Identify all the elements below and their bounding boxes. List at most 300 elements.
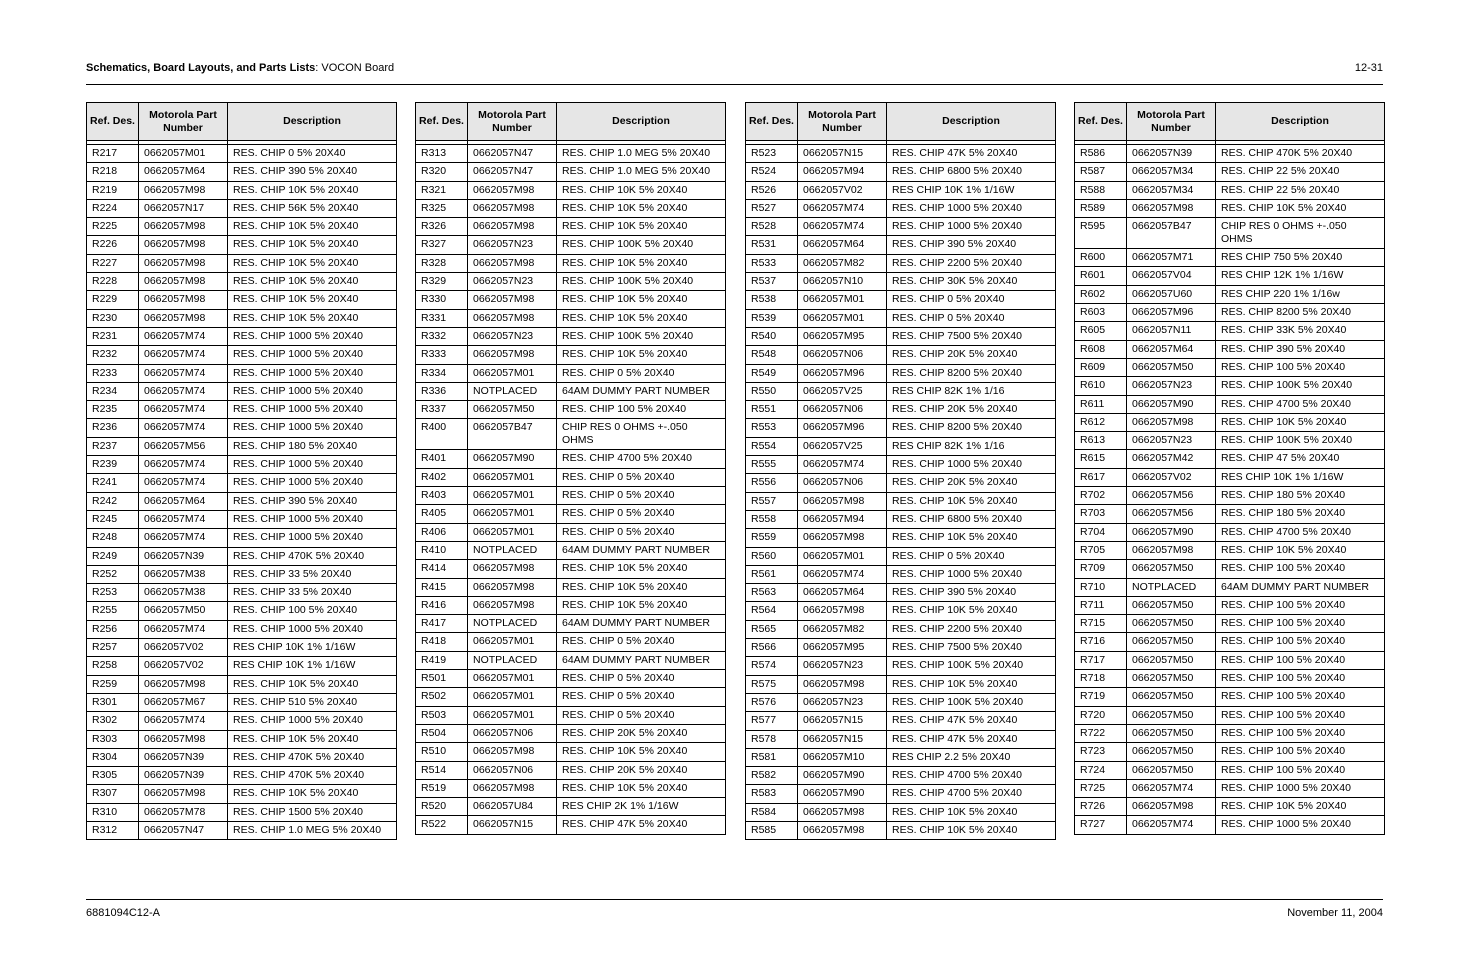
ref-des-cell: R715	[1075, 615, 1127, 633]
part-number-cell: 0662057M01	[468, 523, 557, 541]
part-number-cell: 0662057M98	[139, 730, 228, 748]
table-row	[87, 675, 397, 693]
ref-des-cell: R227	[87, 254, 139, 272]
ref-des-cell: R612	[1075, 413, 1127, 431]
column-header-part-number: Motorola Part Number	[139, 103, 228, 141]
ref-des-cell: R600	[1075, 249, 1127, 267]
part-number-cell: 0662057N39	[139, 547, 228, 565]
description-cell: RES. CHIP 0 5% 20X40	[228, 145, 397, 163]
description-cell: RES. CHIP 10K 5% 20X40	[557, 291, 726, 309]
description-cell: RES. CHIP 10K 5% 20X40	[1216, 541, 1385, 559]
part-number-cell: 0662057N17	[139, 199, 228, 217]
part-number-cell: 0662057M82	[798, 254, 887, 272]
part-number-cell: 0662057N15	[798, 712, 887, 730]
description-cell: RES. CHIP 100 5% 20X40	[557, 401, 726, 419]
ref-des-cell: R725	[1075, 779, 1127, 797]
table-row	[87, 767, 397, 785]
part-number-cell: 0662057B47	[1127, 218, 1216, 249]
table-row	[1075, 218, 1385, 249]
table-row	[87, 602, 397, 620]
description-cell: RES. CHIP 20K 5% 20X40	[887, 401, 1056, 419]
description-cell: RES CHIP 82K 1% 1/16	[887, 437, 1056, 455]
ref-des-cell: R224	[87, 199, 139, 217]
description-cell: RES. CHIP 1.0 MEG 5% 20X40	[228, 821, 397, 839]
description-cell: RES. CHIP 390 5% 20X40	[887, 236, 1056, 254]
description-cell: RES. CHIP 10K 5% 20X40	[557, 254, 726, 272]
part-number-cell: 0662057M98	[139, 309, 228, 327]
description-cell: RES. CHIP 180 5% 20X40	[228, 437, 397, 455]
table-row	[1075, 560, 1385, 578]
description-cell: RES. CHIP 180 5% 20X40	[1216, 505, 1385, 523]
table-row	[746, 547, 1056, 565]
table-row	[416, 364, 726, 382]
part-number-cell: 0662057M01	[468, 505, 557, 523]
description-cell: RES. CHIP 10K 5% 20X40	[228, 181, 397, 199]
ref-des-cell: R307	[87, 785, 139, 803]
table-row	[416, 816, 726, 834]
description-cell: RES. CHIP 0 5% 20X40	[557, 523, 726, 541]
ref-des-cell: R510	[416, 743, 468, 761]
part-number-cell: 0662057M01	[468, 670, 557, 688]
part-number-cell: 0662057M98	[1127, 413, 1216, 431]
description-cell: RES. CHIP 47K 5% 20X40	[887, 145, 1056, 163]
part-number-cell: 0662057M64	[139, 163, 228, 181]
part-number-cell: 0662057M98	[468, 578, 557, 596]
part-number-cell: 0662057M38	[139, 565, 228, 583]
table-row	[746, 199, 1056, 217]
part-number-cell: 0662057M74	[139, 456, 228, 474]
part-number-cell: NOTPLACED	[468, 382, 557, 400]
part-number-cell: 0662057N15	[798, 145, 887, 163]
table-row	[746, 767, 1056, 785]
table-row	[87, 529, 397, 547]
part-number-cell: 0662057N23	[468, 327, 557, 345]
description-cell: RES. CHIP 390 5% 20X40	[228, 163, 397, 181]
part-number-cell: 0662057M74	[139, 712, 228, 730]
table-row	[746, 821, 1056, 839]
table-row	[87, 309, 397, 327]
table-row	[87, 364, 397, 382]
part-number-cell: 0662057V02	[798, 181, 887, 199]
table-row	[1075, 285, 1385, 303]
part-number-cell: 0662057M64	[798, 584, 887, 602]
ref-des-cell: R237	[87, 437, 139, 455]
table-row	[746, 693, 1056, 711]
table-row	[746, 145, 1056, 163]
table-row	[416, 688, 726, 706]
description-cell: RES. CHIP 30K 5% 20X40	[887, 273, 1056, 291]
part-number-cell: NOTPLACED	[468, 541, 557, 559]
description-cell: RES. CHIP 10K 5% 20X40	[557, 346, 726, 364]
description-cell: RES. CHIP 6800 5% 20X40	[887, 163, 1056, 181]
part-number-cell: 0662057M01	[798, 547, 887, 565]
description-cell: RES. CHIP 10K 5% 20X40	[1216, 413, 1385, 431]
description-cell: RES. CHIP 10K 5% 20X40	[228, 273, 397, 291]
table-row	[416, 633, 726, 651]
table-row	[87, 254, 397, 272]
ref-des-cell: R540	[746, 327, 798, 345]
description-cell: RES. CHIP 1000 5% 20X40	[228, 401, 397, 419]
table-row	[746, 273, 1056, 291]
description-cell: RES. CHIP 1000 5% 20X40	[1216, 779, 1385, 797]
part-number-cell: NOTPLACED	[468, 651, 557, 669]
part-number-cell: 0662057N47	[468, 145, 557, 163]
description-cell: RES. CHIP 390 5% 20X40	[1216, 340, 1385, 358]
ref-des-cell: R611	[1075, 395, 1127, 413]
part-number-cell: 0662057M10	[798, 748, 887, 766]
ref-des-cell: R603	[1075, 304, 1127, 322]
table-row	[416, 560, 726, 578]
table-row	[416, 181, 726, 199]
table-row	[1075, 688, 1385, 706]
part-number-cell: 0662057M74	[139, 529, 228, 547]
table-row	[746, 401, 1056, 419]
ref-des-cell: R705	[1075, 541, 1127, 559]
ref-des-cell: R723	[1075, 743, 1127, 761]
description-cell: RES. CHIP 4700 5% 20X40	[557, 450, 726, 468]
part-number-cell: 0662057N23	[468, 236, 557, 254]
table-row	[746, 309, 1056, 327]
part-number-cell: NOTPLACED	[468, 615, 557, 633]
description-cell: RES. CHIP 47K 5% 20X40	[887, 712, 1056, 730]
description-cell: 64AM DUMMY PART NUMBER	[557, 541, 726, 559]
part-number-cell: 0662057N23	[798, 657, 887, 675]
table-row	[746, 327, 1056, 345]
description-cell: RES. CHIP 470K 5% 20X40	[228, 767, 397, 785]
description-cell: RES. CHIP 1000 5% 20X40	[887, 199, 1056, 217]
ref-des-cell: R565	[746, 620, 798, 638]
description-cell: RES. CHIP 10K 5% 20X40	[228, 309, 397, 327]
table-row	[416, 273, 726, 291]
part-number-cell: 0662057M98	[468, 291, 557, 309]
ref-des-cell: R522	[416, 816, 468, 834]
part-number-cell: 0662057M74	[139, 401, 228, 419]
table-row	[746, 639, 1056, 657]
page-header-title	[86, 62, 394, 74]
part-number-cell: 0662057M98	[798, 675, 887, 693]
ref-des-cell: R239	[87, 456, 139, 474]
column-header-ref-des: Ref. Des.	[87, 103, 139, 141]
description-cell: RES. CHIP 1000 5% 20X40	[228, 620, 397, 638]
part-number-cell: 0662057M90	[1127, 395, 1216, 413]
part-number-cell: 0662057M98	[468, 560, 557, 578]
description-cell: RES. CHIP 33 5% 20X40	[228, 584, 397, 602]
ref-des-cell: R704	[1075, 523, 1127, 541]
part-number-cell: 0662057M98	[798, 602, 887, 620]
table-row	[87, 401, 397, 419]
description-cell: RES. CHIP 100 5% 20X40	[1216, 670, 1385, 688]
table-row	[87, 199, 397, 217]
table-row	[416, 779, 726, 797]
description-cell: RES. CHIP 10K 5% 20X40	[228, 254, 397, 272]
description-cell: RES. CHIP 4700 5% 20X40	[1216, 395, 1385, 413]
part-number-cell: 0662057M98	[468, 199, 557, 217]
ref-des-cell: R235	[87, 401, 139, 419]
description-cell: RES. CHIP 1000 5% 20X40	[228, 712, 397, 730]
description-cell: RES. CHIP 10K 5% 20X40	[557, 779, 726, 797]
table-row	[416, 309, 726, 327]
ref-des-cell: R305	[87, 767, 139, 785]
part-number-cell: 0662057M78	[139, 803, 228, 821]
header-title-rest: : VOCON Board	[315, 62, 395, 74]
ref-des-cell: R229	[87, 291, 139, 309]
description-cell: RES. CHIP 10K 5% 20X40	[228, 675, 397, 693]
description-cell: RES CHIP 750 5% 20X40	[1216, 249, 1385, 267]
ref-des-cell: R337	[416, 401, 468, 419]
description-cell: RES. CHIP 20K 5% 20X40	[887, 474, 1056, 492]
part-number-cell: 0662057M64	[139, 492, 228, 510]
description-cell: RES CHIP 82K 1% 1/16	[887, 382, 1056, 400]
table-row	[1075, 615, 1385, 633]
ref-des-cell: R325	[416, 199, 468, 217]
part-number-cell: 0662057M90	[798, 767, 887, 785]
description-cell: RES. CHIP 10K 5% 20X40	[557, 199, 726, 217]
ref-des-cell: R418	[416, 633, 468, 651]
ref-des-cell: R419	[416, 651, 468, 669]
part-number-cell: 0662057M74	[798, 199, 887, 217]
part-number-cell: 0662057M98	[798, 529, 887, 547]
ref-des-cell: R312	[87, 821, 139, 839]
part-number-cell: 0662057M74	[139, 474, 228, 492]
table-row	[746, 163, 1056, 181]
ref-des-cell: R589	[1075, 199, 1127, 217]
table-row	[87, 547, 397, 565]
table-row	[1075, 633, 1385, 651]
part-number-cell: 0662057U84	[468, 798, 557, 816]
table-row	[416, 236, 726, 254]
ref-des-cell: R595	[1075, 218, 1127, 249]
description-cell: RES. CHIP 1000 5% 20X40	[887, 565, 1056, 583]
table-row	[1075, 340, 1385, 358]
part-number-cell: 0662057M50	[1127, 596, 1216, 614]
description-cell: RES. CHIP 10K 5% 20X40	[887, 821, 1056, 839]
table-row	[1075, 468, 1385, 486]
part-number-cell: 0662057N47	[468, 163, 557, 181]
description-cell: 64AM DUMMY PART NUMBER	[557, 651, 726, 669]
description-cell: RES. CHIP 100 5% 20X40	[1216, 560, 1385, 578]
table-row	[746, 675, 1056, 693]
part-number-cell: 0662057M50	[1127, 724, 1216, 742]
description-cell: RES CHIP 2.2 5% 20X40	[887, 748, 1056, 766]
table-row	[87, 657, 397, 675]
part-number-cell: 0662057M50	[1127, 651, 1216, 669]
table-row	[87, 510, 397, 528]
ref-des-cell: R334	[416, 364, 468, 382]
ref-des-cell: R321	[416, 181, 468, 199]
table-row	[1075, 743, 1385, 761]
description-cell: RES. CHIP 10K 5% 20X40	[887, 529, 1056, 547]
table-row	[746, 785, 1056, 803]
ref-des-cell: R548	[746, 346, 798, 364]
description-cell: RES. CHIP 100 5% 20X40	[1216, 706, 1385, 724]
document-number: 6881094C12-A	[86, 907, 161, 919]
ref-des-cell: R724	[1075, 761, 1127, 779]
part-number-cell: 0662057N23	[1127, 377, 1216, 395]
part-number-cell: 0662057M98	[468, 254, 557, 272]
table-row	[416, 743, 726, 761]
ref-des-cell: R218	[87, 163, 139, 181]
parts-table-3	[745, 102, 1056, 840]
ref-des-cell: R406	[416, 523, 468, 541]
part-number-cell: 0662057M90	[1127, 523, 1216, 541]
description-cell: RES. CHIP 470K 5% 20X40	[228, 547, 397, 565]
ref-des-cell: R256	[87, 620, 139, 638]
part-number-cell: 0662057M50	[1127, 761, 1216, 779]
ref-des-cell: R228	[87, 273, 139, 291]
part-number-cell: 0662057M90	[798, 785, 887, 803]
table-row	[87, 327, 397, 345]
ref-des-cell: R330	[416, 291, 468, 309]
ref-des-cell: R301	[87, 693, 139, 711]
description-cell: RES. CHIP 20K 5% 20X40	[887, 346, 1056, 364]
part-number-cell: 0662057M56	[1127, 505, 1216, 523]
table-row	[416, 706, 726, 724]
table-row	[1075, 267, 1385, 285]
document-date: November 11, 2004	[1287, 907, 1383, 919]
ref-des-cell: R558	[746, 510, 798, 528]
description-cell: RES. CHIP 100 5% 20X40	[1216, 724, 1385, 742]
part-number-cell: 0662057M98	[1127, 541, 1216, 559]
part-number-cell: 0662057M01	[798, 309, 887, 327]
part-number-cell: 0662057M67	[139, 693, 228, 711]
description-cell: RES. CHIP 10K 5% 20X40	[557, 560, 726, 578]
description-cell: RES. CHIP 10K 5% 20X40	[228, 785, 397, 803]
description-cell: RES. CHIP 10K 5% 20X40	[887, 602, 1056, 620]
part-number-cell: 0662057M01	[468, 468, 557, 486]
table-row	[87, 346, 397, 364]
description-cell: RES. CHIP 100 5% 20X40	[1216, 615, 1385, 633]
part-number-cell: 0662057M74	[139, 510, 228, 528]
description-cell: RES. CHIP 100K 5% 20X40	[1216, 432, 1385, 450]
table-row	[746, 620, 1056, 638]
part-number-cell: 0662057N06	[798, 346, 887, 364]
description-cell: RES. CHIP 390 5% 20X40	[228, 492, 397, 510]
table-row	[416, 670, 726, 688]
table-row	[1075, 779, 1385, 797]
table-row	[746, 456, 1056, 474]
table-row	[416, 346, 726, 364]
description-cell: RES. CHIP 2200 5% 20X40	[887, 620, 1056, 638]
part-number-cell: 0662057M01	[468, 364, 557, 382]
part-number-cell: 0662057N06	[798, 474, 887, 492]
part-number-cell: 0662057V02	[1127, 468, 1216, 486]
table-row	[87, 584, 397, 602]
description-cell: RES. CHIP 47 5% 20X40	[1216, 450, 1385, 468]
part-number-cell: 0662057M95	[798, 327, 887, 345]
ref-des-cell: R313	[416, 145, 468, 163]
part-number-cell: 0662057M01	[798, 291, 887, 309]
description-cell: RES. CHIP 1000 5% 20X40	[1216, 816, 1385, 834]
ref-des-cell: R331	[416, 309, 468, 327]
ref-des-cell: R556	[746, 474, 798, 492]
part-number-cell: 0662057M50	[1127, 688, 1216, 706]
table-row	[416, 505, 726, 523]
table-row	[416, 419, 726, 450]
table-row	[746, 529, 1056, 547]
part-number-cell: 0662057M98	[798, 821, 887, 839]
table-row	[87, 639, 397, 657]
table-row	[87, 181, 397, 199]
part-number-cell: 0662057V02	[139, 657, 228, 675]
ref-des-cell: R236	[87, 419, 139, 437]
part-number-cell: 0662057M98	[798, 803, 887, 821]
description-cell: 64AM DUMMY PART NUMBER	[557, 615, 726, 633]
table-row	[1075, 377, 1385, 395]
part-number-cell: 0662057M50	[1127, 560, 1216, 578]
table-row	[1075, 450, 1385, 468]
ref-des-cell: R717	[1075, 651, 1127, 669]
table-row	[1075, 249, 1385, 267]
ref-des-cell: R417	[416, 615, 468, 633]
table-row	[746, 291, 1056, 309]
part-number-cell: 0662057M98	[139, 291, 228, 309]
part-number-cell: 0662057V25	[798, 437, 887, 455]
ref-des-cell: R722	[1075, 724, 1127, 742]
part-number-cell: 0662057M96	[798, 419, 887, 437]
table-row	[746, 419, 1056, 437]
table-row	[1075, 487, 1385, 505]
ref-des-cell: R585	[746, 821, 798, 839]
description-cell: RES. CHIP 56K 5% 20X40	[228, 199, 397, 217]
table-row	[1075, 578, 1385, 596]
ref-des-cell: R232	[87, 346, 139, 364]
description-cell: RES. CHIP 100K 5% 20X40	[1216, 377, 1385, 395]
part-number-cell: 0662057M82	[798, 620, 887, 638]
table-row	[87, 273, 397, 291]
part-number-cell: 0662057B47	[468, 419, 557, 450]
description-cell: RES. CHIP 10K 5% 20X40	[887, 803, 1056, 821]
description-cell: RES. CHIP 1000 5% 20X40	[228, 474, 397, 492]
ref-des-cell: R703	[1075, 505, 1127, 523]
description-cell: RES. CHIP 4700 5% 20X40	[887, 785, 1056, 803]
description-cell: RES. CHIP 0 5% 20X40	[557, 487, 726, 505]
table-row	[1075, 706, 1385, 724]
description-cell: CHIP RES 0 OHMS +-.050 OHMS	[557, 419, 726, 450]
table-row	[746, 218, 1056, 236]
part-number-cell: 0662057M74	[798, 565, 887, 583]
ref-des-cell: R554	[746, 437, 798, 455]
part-number-cell: 0662057M98	[139, 675, 228, 693]
table-row	[746, 382, 1056, 400]
ref-des-cell: R520	[416, 798, 468, 816]
part-number-cell: 0662057M56	[139, 437, 228, 455]
part-number-cell: 0662057M71	[1127, 249, 1216, 267]
ref-des-cell: R711	[1075, 596, 1127, 614]
part-number-cell: 0662057N39	[139, 767, 228, 785]
description-cell: RES. CHIP 100K 5% 20X40	[887, 693, 1056, 711]
table-row	[87, 748, 397, 766]
part-number-cell: 0662057M95	[798, 639, 887, 657]
ref-des-cell: R602	[1075, 285, 1127, 303]
ref-des-cell: R576	[746, 693, 798, 711]
table-row	[1075, 322, 1385, 340]
table-header-row	[416, 103, 726, 141]
table-row	[746, 346, 1056, 364]
ref-des-cell: R727	[1075, 816, 1127, 834]
ref-des-cell: R310	[87, 803, 139, 821]
ref-des-cell: R527	[746, 199, 798, 217]
description-cell: RES. CHIP 1000 5% 20X40	[228, 327, 397, 345]
ref-des-cell: R514	[416, 761, 468, 779]
table-row	[87, 693, 397, 711]
description-cell: RES. CHIP 470K 5% 20X40	[1216, 145, 1385, 163]
description-cell: RES. CHIP 100 5% 20X40	[1216, 761, 1385, 779]
ref-des-cell: R582	[746, 767, 798, 785]
column-header-part-number: Motorola Part Number	[798, 103, 887, 141]
part-number-cell: 0662057N15	[468, 816, 557, 834]
part-number-cell: 0662057M50	[468, 401, 557, 419]
table-row	[746, 181, 1056, 199]
